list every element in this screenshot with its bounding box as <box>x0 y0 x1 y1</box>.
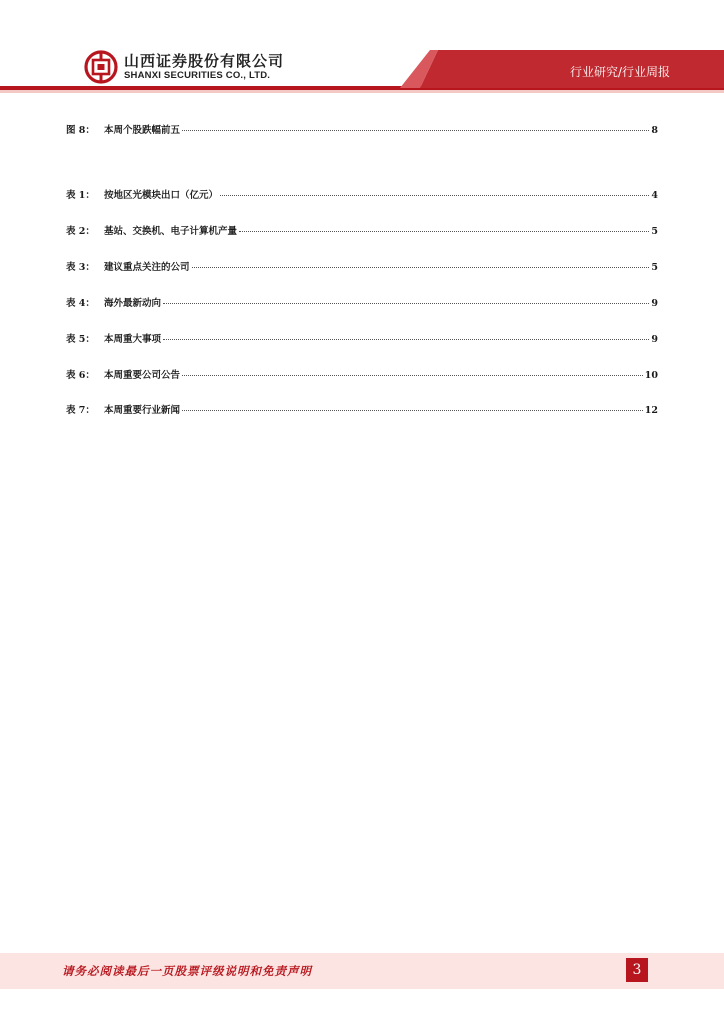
toc-entry-title: 本周个股跌幅前五 <box>104 125 181 136</box>
toc-entry[interactable] <box>66 367 658 381</box>
toc-leader-dots <box>182 375 643 376</box>
toc-leader-dots <box>163 303 649 304</box>
toc-leader-dots <box>220 195 649 196</box>
toc-entry-number: 表 2： <box>66 226 95 237</box>
toc-entry-title: 建议重点关注的公司 <box>104 262 190 273</box>
toc-entry-page: 5 <box>651 262 658 273</box>
toc-entry-page: 12 <box>644 405 658 416</box>
toc-entry-page: 4 <box>651 190 658 201</box>
company-name-cn: 山西证券股份有限公司 <box>124 52 285 70</box>
page-header <box>0 0 724 100</box>
toc-leader-dots <box>163 339 649 340</box>
toc-entry-title: 按地区光模块出口（亿元） <box>104 190 219 201</box>
toc-entry-number: 表 1： <box>66 190 95 201</box>
report-type-label: 行业研究/行业周报 <box>569 65 670 79</box>
toc-leader-dots <box>182 130 649 131</box>
toc-entry-number: 图 8： <box>66 125 95 136</box>
toc-entry-title: 本周重大事项 <box>104 334 162 345</box>
toc-entry-number: 表 7： <box>66 405 95 416</box>
toc-entry-title: 基站、交换机、电子计算机产量 <box>104 226 238 237</box>
footer-disclaimer: 请务必阅读最后一页股票评级说明和免责声明 <box>62 964 312 978</box>
toc-entry[interactable] <box>66 187 658 201</box>
toc-leader-dots <box>192 267 650 268</box>
toc-entry[interactable] <box>66 223 658 237</box>
toc-entry-title: 本周重要公司公告 <box>104 370 181 381</box>
toc-entry[interactable] <box>66 331 658 345</box>
toc-entry-number: 表 6： <box>66 370 95 381</box>
toc-entry-page: 8 <box>651 125 658 136</box>
toc-entry[interactable] <box>66 402 658 416</box>
toc-entry-title: 本周重要行业新闻 <box>104 405 181 416</box>
toc-entry-number: 表 4： <box>66 298 95 309</box>
toc-leader-dots <box>182 410 643 411</box>
toc-entry-page: 10 <box>644 370 658 381</box>
toc-entry-title: 海外最新动向 <box>104 298 162 309</box>
company-logo <box>84 50 284 84</box>
toc-leader-dots <box>239 231 649 232</box>
toc-entry-number: 表 3： <box>66 262 95 273</box>
toc-entry-page: 9 <box>651 298 658 309</box>
toc-entry[interactable] <box>66 122 658 136</box>
toc-entry[interactable] <box>66 295 658 309</box>
toc-entry[interactable] <box>66 259 658 273</box>
logo-emblem-icon <box>84 50 118 84</box>
toc-entry-page: 9 <box>651 334 658 345</box>
toc-entry-number: 表 5： <box>66 334 95 345</box>
page-number: 3 <box>626 958 648 982</box>
company-name-en: SHANXI SECURITIES CO., LTD. <box>124 70 271 81</box>
toc-entry-page: 5 <box>651 226 658 237</box>
